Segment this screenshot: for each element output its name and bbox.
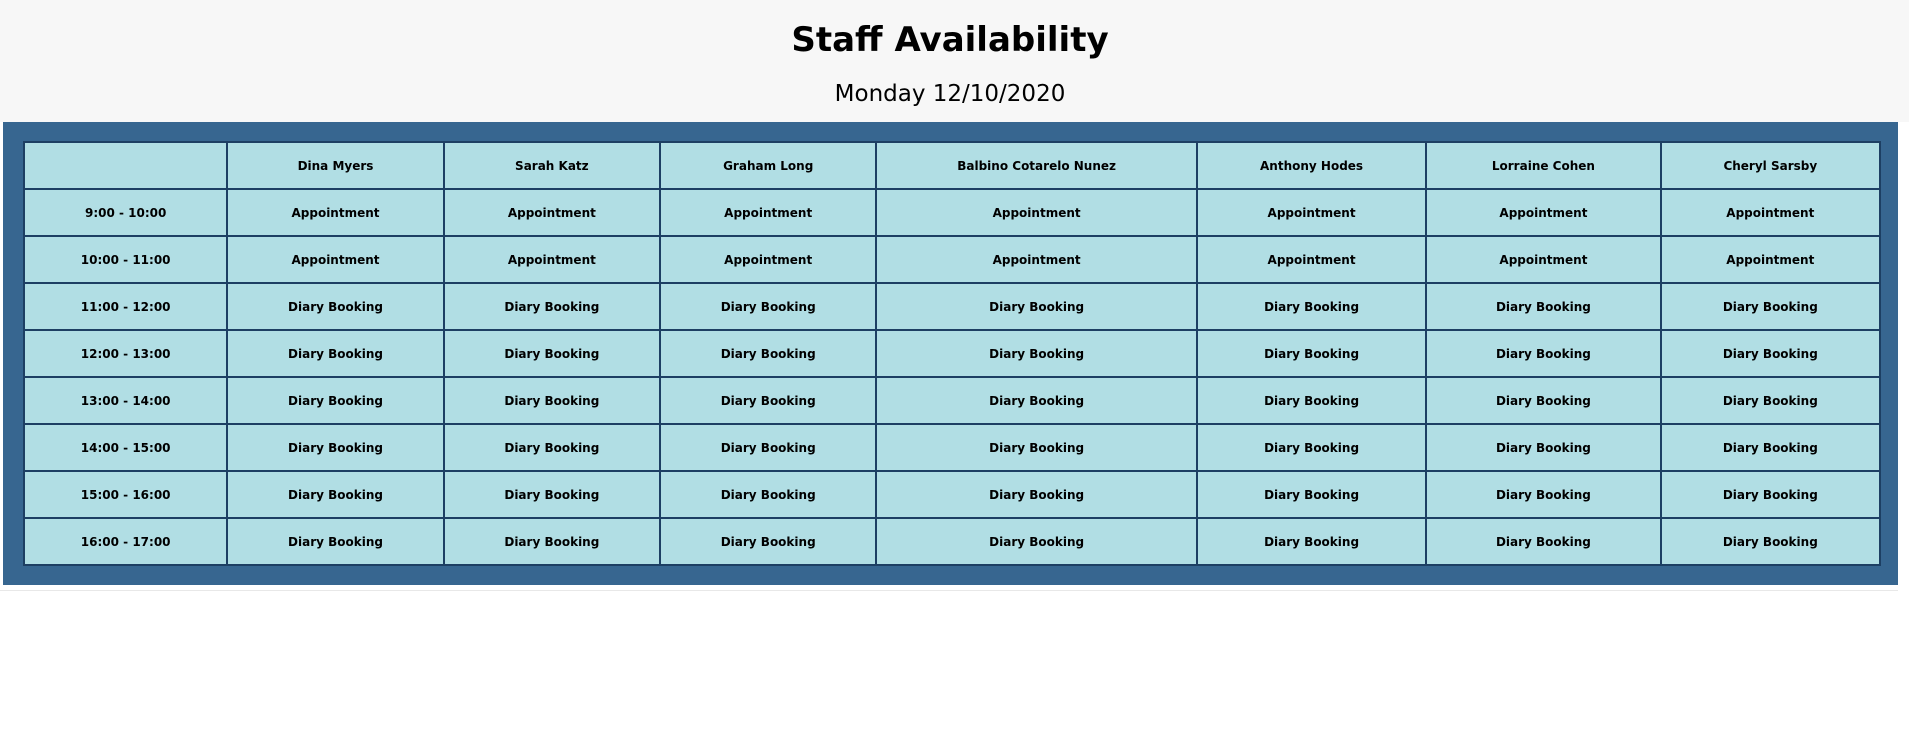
slot-cell-diary-booking[interactable]: Diary Booking	[1426, 518, 1660, 565]
time-slot-label: 16:00 - 17:00	[24, 518, 227, 565]
slot-cell-diary-booking[interactable]: Diary Booking	[660, 330, 876, 377]
slot-cell-appointment[interactable]: Appointment	[876, 236, 1197, 283]
slot-cell-appointment[interactable]: Appointment	[1661, 189, 1880, 236]
slot-cell-appointment[interactable]: Appointment	[1426, 189, 1660, 236]
time-slot-label: 15:00 - 16:00	[24, 471, 227, 518]
slot-cell-diary-booking[interactable]: Diary Booking	[660, 471, 876, 518]
table-row	[24, 189, 1880, 236]
header-row	[24, 142, 1880, 189]
slot-cell-appointment[interactable]: Appointment	[1197, 236, 1426, 283]
slot-cell-diary-booking[interactable]: Diary Booking	[1197, 471, 1426, 518]
slot-cell-diary-booking[interactable]: Diary Booking	[1197, 377, 1426, 424]
divider	[0, 590, 1898, 591]
slot-cell-diary-booking[interactable]: Diary Booking	[1661, 518, 1880, 565]
slot-cell-diary-booking[interactable]: Diary Booking	[227, 377, 443, 424]
slot-cell-appointment[interactable]: Appointment	[444, 236, 660, 283]
slot-cell-diary-booking[interactable]: Diary Booking	[444, 424, 660, 471]
slot-cell-diary-booking[interactable]: Diary Booking	[1426, 424, 1660, 471]
slot-cell-diary-booking[interactable]: Diary Booking	[1661, 283, 1880, 330]
table-row	[24, 471, 1880, 518]
schedule-panel	[3, 122, 1898, 585]
slot-cell-diary-booking[interactable]: Diary Booking	[876, 424, 1197, 471]
slot-cell-appointment[interactable]: Appointment	[444, 189, 660, 236]
slot-cell-appointment[interactable]: Appointment	[876, 189, 1197, 236]
slot-cell-appointment[interactable]: Appointment	[660, 189, 876, 236]
staff-header-cheryl-sarsby: Cheryl Sarsby	[1661, 142, 1880, 189]
time-slot-label: 13:00 - 14:00	[24, 377, 227, 424]
staff-header-dina-myers: Dina Myers	[227, 142, 443, 189]
slot-cell-diary-booking[interactable]: Diary Booking	[227, 330, 443, 377]
slot-cell-diary-booking[interactable]: Diary Booking	[1661, 471, 1880, 518]
table-row	[24, 330, 1880, 377]
slot-cell-diary-booking[interactable]: Diary Booking	[1661, 330, 1880, 377]
staff-header-anthony-hodes: Anthony Hodes	[1197, 142, 1426, 189]
time-slot-label: 11:00 - 12:00	[24, 283, 227, 330]
time-slot-label: 14:00 - 15:00	[24, 424, 227, 471]
slot-cell-diary-booking[interactable]: Diary Booking	[444, 471, 660, 518]
page-title: Staff Availability	[791, 20, 1109, 60]
slot-cell-diary-booking[interactable]: Diary Booking	[660, 377, 876, 424]
slot-cell-diary-booking[interactable]: Diary Booking	[227, 518, 443, 565]
slot-cell-diary-booking[interactable]: Diary Booking	[1426, 330, 1660, 377]
slot-cell-diary-booking[interactable]: Diary Booking	[444, 283, 660, 330]
slot-cell-diary-booking[interactable]: Diary Booking	[876, 283, 1197, 330]
slot-cell-diary-booking[interactable]: Diary Booking	[227, 283, 443, 330]
slot-cell-diary-booking[interactable]: Diary Booking	[227, 424, 443, 471]
corner-cell	[24, 142, 227, 189]
slot-cell-diary-booking[interactable]: Diary Booking	[876, 471, 1197, 518]
slot-cell-diary-booking[interactable]: Diary Booking	[660, 424, 876, 471]
slot-cell-appointment[interactable]: Appointment	[1661, 236, 1880, 283]
slot-cell-appointment[interactable]: Appointment	[1197, 189, 1426, 236]
table-row	[24, 424, 1880, 471]
slot-cell-diary-booking[interactable]: Diary Booking	[876, 330, 1197, 377]
table-row	[24, 518, 1880, 565]
time-slot-label: 12:00 - 13:00	[24, 330, 227, 377]
staff-header-graham-long: Graham Long	[660, 142, 876, 189]
slot-cell-diary-booking[interactable]: Diary Booking	[1197, 518, 1426, 565]
table-row	[24, 283, 1880, 330]
slot-cell-diary-booking[interactable]: Diary Booking	[660, 518, 876, 565]
staff-header-lorraine-cohen: Lorraine Cohen	[1426, 142, 1660, 189]
slot-cell-appointment[interactable]: Appointment	[660, 236, 876, 283]
slot-cell-diary-booking[interactable]: Diary Booking	[1197, 283, 1426, 330]
slot-cell-diary-booking[interactable]: Diary Booking	[444, 377, 660, 424]
slot-cell-diary-booking[interactable]: Diary Booking	[1661, 424, 1880, 471]
slot-cell-diary-booking[interactable]: Diary Booking	[444, 518, 660, 565]
staff-header-balbino-cotarelo-nunez: Balbino Cotarelo Nunez	[876, 142, 1197, 189]
slot-cell-appointment[interactable]: Appointment	[227, 236, 443, 283]
slot-cell-diary-booking[interactable]: Diary Booking	[444, 330, 660, 377]
slot-cell-diary-booking[interactable]: Diary Booking	[1661, 377, 1880, 424]
time-slot-label: 9:00 - 10:00	[24, 189, 227, 236]
slot-cell-diary-booking[interactable]: Diary Booking	[1426, 377, 1660, 424]
slot-cell-diary-booking[interactable]: Diary Booking	[1197, 424, 1426, 471]
slot-cell-diary-booking[interactable]: Diary Booking	[876, 518, 1197, 565]
table-row	[24, 236, 1880, 283]
slot-cell-diary-booking[interactable]: Diary Booking	[227, 471, 443, 518]
slot-cell-diary-booking[interactable]: Diary Booking	[660, 283, 876, 330]
availability-table-body	[24, 142, 1880, 565]
slot-cell-diary-booking[interactable]: Diary Booking	[876, 377, 1197, 424]
page-header	[0, 0, 1909, 122]
slot-cell-diary-booking[interactable]: Diary Booking	[1426, 283, 1660, 330]
date-label: Monday 12/10/2020	[834, 81, 1066, 107]
slot-cell-appointment[interactable]: Appointment	[1426, 236, 1660, 283]
slot-cell-diary-booking[interactable]: Diary Booking	[1426, 471, 1660, 518]
slot-cell-appointment[interactable]: Appointment	[227, 189, 443, 236]
time-slot-label: 10:00 - 11:00	[24, 236, 227, 283]
table-row	[24, 377, 1880, 424]
slot-cell-diary-booking[interactable]: Diary Booking	[1197, 330, 1426, 377]
staff-header-sarah-katz: Sarah Katz	[444, 142, 660, 189]
availability-table	[23, 141, 1881, 566]
